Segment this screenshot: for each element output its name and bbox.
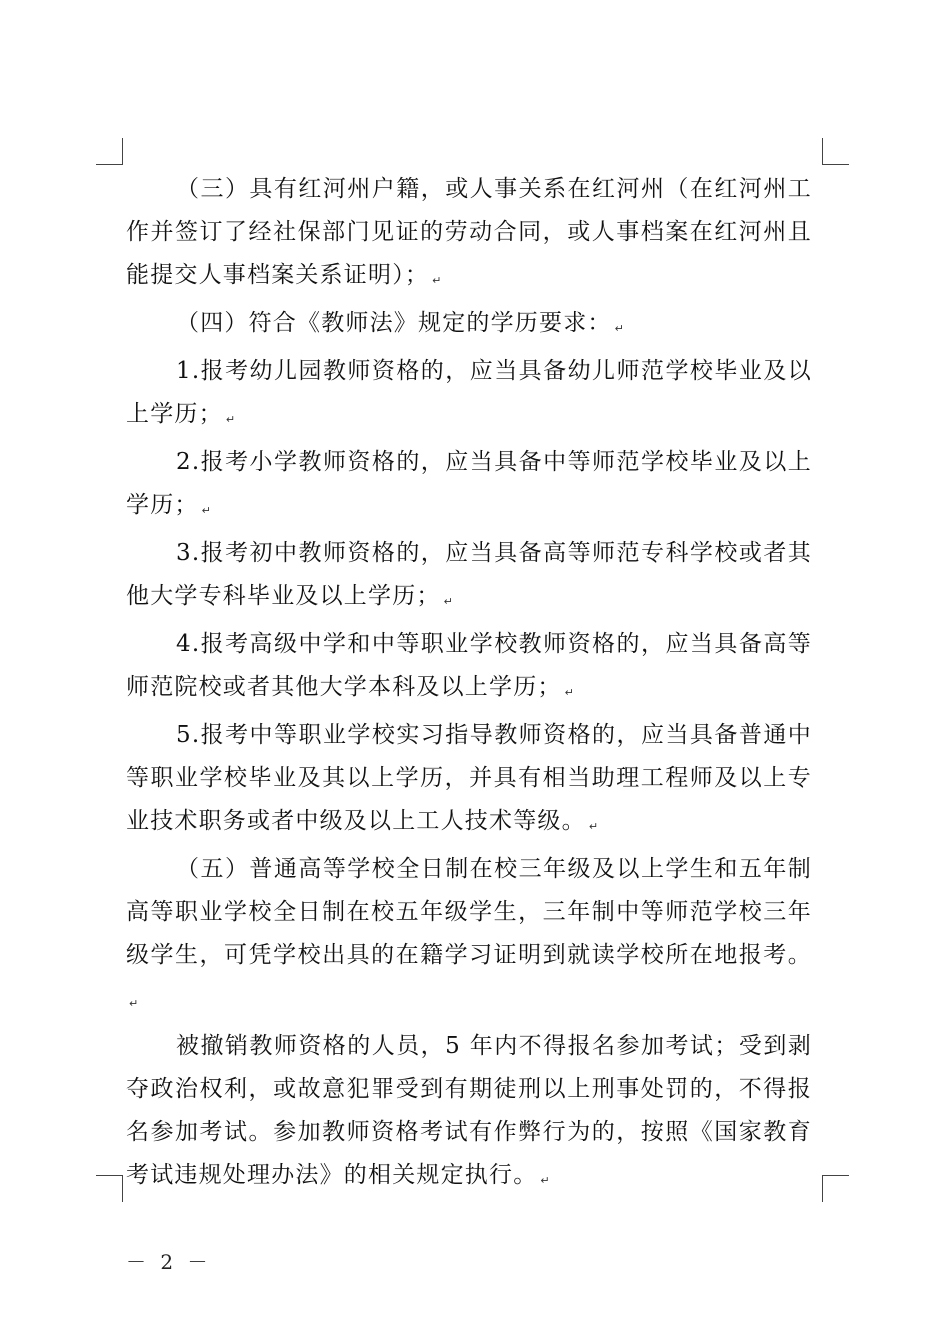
paragraph: （四）符合《教师法》规定的学历要求： ↵ bbox=[176, 310, 624, 336]
crop-mark-top-left bbox=[96, 138, 123, 165]
paragraph: 2.报考小学教师资格的，应当具备中等师范学校毕业及以上学历； ↵ bbox=[126, 449, 812, 518]
paragraph: （三）具有红河州户籍，或人事关系在红河州（在红河州工作并签订了经社保部门见证的劳动合同，或人事档案在红河州且能提交人事档案关系证明）； ↵ bbox=[126, 176, 812, 288]
paragraph: 4.报考高级中学和中等职业学校教师资格的，应当具备高等师范院校或者其他大学本科及以上学历； ↵ bbox=[126, 631, 812, 700]
paragraph-mark-icon: ↵ bbox=[225, 413, 236, 426]
crop-mark-bottom-left bbox=[96, 1175, 123, 1202]
paragraph-mark-icon: ↵ bbox=[201, 504, 211, 517]
paragraph-mark-icon: ↵ bbox=[129, 997, 139, 1010]
paragraph: 被撤销教师资格的人员，5 年内不得报名参加考试；受到剥夺政治权利，或故意犯罪受到有期徒刑以上刑事处罚的，不得报名参加考试。参加教师资格考试有作弊行为的，按照《国家教育考试违规处理办法》的相关规定执行。 ↵ bbox=[126, 1033, 812, 1188]
crop-mark-top-right bbox=[822, 138, 849, 165]
paragraph-mark-icon: ↵ bbox=[564, 686, 574, 699]
paragraph: （五）普通高等学校全日制在校三年级及以上学生和五年制高等职业学校全日制在校五年级学生，三年制中等师范学校三年级学生，可凭学校出具的在籍学习证明到就读学校所在地报考。↵ bbox=[126, 856, 812, 1010]
paragraph-mark-icon: ↵ bbox=[443, 595, 453, 608]
document-body[interactable] bbox=[126, 168, 812, 1202]
paragraph-mark-icon: ↵ bbox=[588, 820, 599, 833]
paragraph-mark-icon: ↵ bbox=[432, 274, 442, 287]
page-number: － 2 － bbox=[126, 1250, 212, 1274]
paragraph-mark-icon: ↵ bbox=[540, 1174, 550, 1187]
crop-mark-bottom-right bbox=[822, 1175, 849, 1202]
paragraph-mark-icon: ↵ bbox=[614, 322, 624, 335]
paragraph: 5.报考中等职业学校实习指导教师资格的，应当具备普通中等职业学校毕业及其以上学历，并具有相当助理工程师及以上专业技术职务或者中级及以上工人技术等级。 ↵ bbox=[126, 722, 812, 834]
paragraph: 1.报考幼儿园教师资格的，应当具备幼儿师范学校毕业及以上学历； ↵ bbox=[126, 358, 812, 427]
paragraph: 3.报考初中教师资格的，应当具备高等师范专科学校或者其他大学专科毕业及以上学历； ↵ bbox=[126, 540, 812, 609]
